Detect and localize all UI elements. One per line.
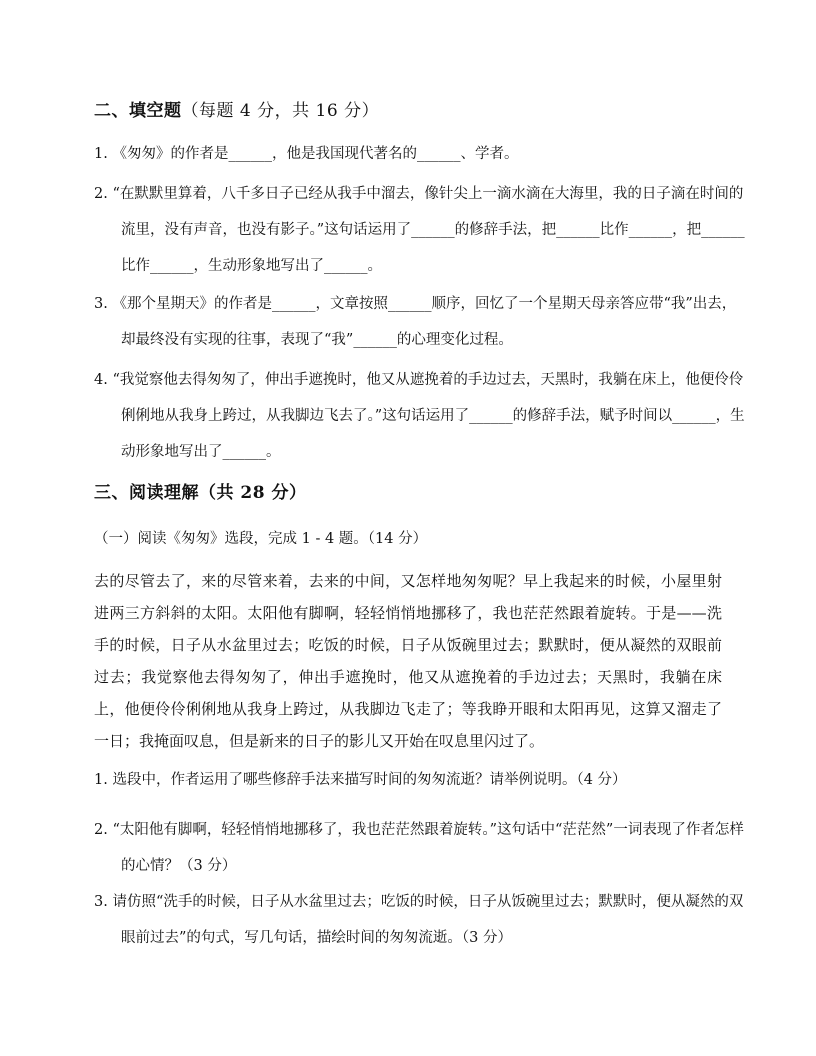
- reading-question-1: 1. 选段中，作者运用了哪些修辞手法来描写时间的匆匆流逝？请举例说明。（4 分）: [94, 772, 627, 788]
- fill-question-2: 2. “在默默里算着，八千多日子已经从我手中溜去，像针尖上一滴水滴在大海里，我的日子滴在时间的流里，没有声音，也没有影子。”这句话运用了______的修辞手法，把______比作______，把______比作______，生动形象地写出了______。: [94, 186, 745, 274]
- fill-question-3: 3. 《那个星期天》的作者是______，文章按照______顺序，回忆了一个星期天母亲答应带“我”出去，却最终没有实现的往事，表现了“我”______的心理变化过程。: [94, 296, 737, 348]
- section-2-heading: [94, 96, 379, 121]
- reading-passage: 去的尽管去了，来的尽管来着，去来的中间，又怎样地匆匆呢？早上我起来的时候，小屋里射进两三方斜斜的太阳。太阳他有脚啊，轻轻悄悄地挪移了，我也茫茫然跟着旋转。于是——洗手的时候，日子从水盆里过去；吃饭的时候，日子从饭碗里过去；默默时，便从凝然的双眼前过去；我觉察他去得匆匆了，伸出手遮挽时，他又从遮挽着的手边过去；天黑时，我躺在床上，他便伶伶俐俐地从我身上跨过，从我脚边飞走了；等我睁开眼和太阳再见，这算又溜走了一日；我掩面叹息，但是新来的日子的影儿又开始在叹息里闪过了。: [94, 572, 722, 750]
- fill-question-4: 4. “我觉察他去得匆匆了，伸出手遮挽时，他又从遮挽着的手边过去，天黑时，我躺在床上，他便伶伶俐俐地从我身上跨过，从我脚边飞去了。”这句话运用了______的修辞手法，赋予时间以______，生动形象地写出了______。: [94, 372, 745, 460]
- section-3-heading: 三、阅读理解（共 28 分）: [94, 483, 307, 503]
- reading-question-2: 2. “太阳他有脚啊，轻轻悄悄地挪移了，我也茫茫然跟着旋转。”这句话中“茫茫然”一词表现了作者怎样的心情？（3 分）: [94, 822, 744, 874]
- fill-question-1: 1. 《匆匆》的作者是______，他是我国现代著名的______、学者。: [94, 146, 519, 162]
- reading-subtitle: （一）阅读《匆匆》选段，完成 1 - 4 题。（14 分）: [94, 531, 428, 547]
- section-2-title: 二、填空题: [94, 101, 182, 121]
- section-2-note: （每题 4 分，共 16 分）: [181, 101, 380, 121]
- reading-question-3: 3. 请仿照“洗手的时候，日子从水盆里过去；吃饭的时候，日子从饭碗里过去；默默时，便从凝然的双眼前过去”的句式，写几句话，描绘时间的匆匆流逝。（3 分）: [94, 894, 744, 946]
